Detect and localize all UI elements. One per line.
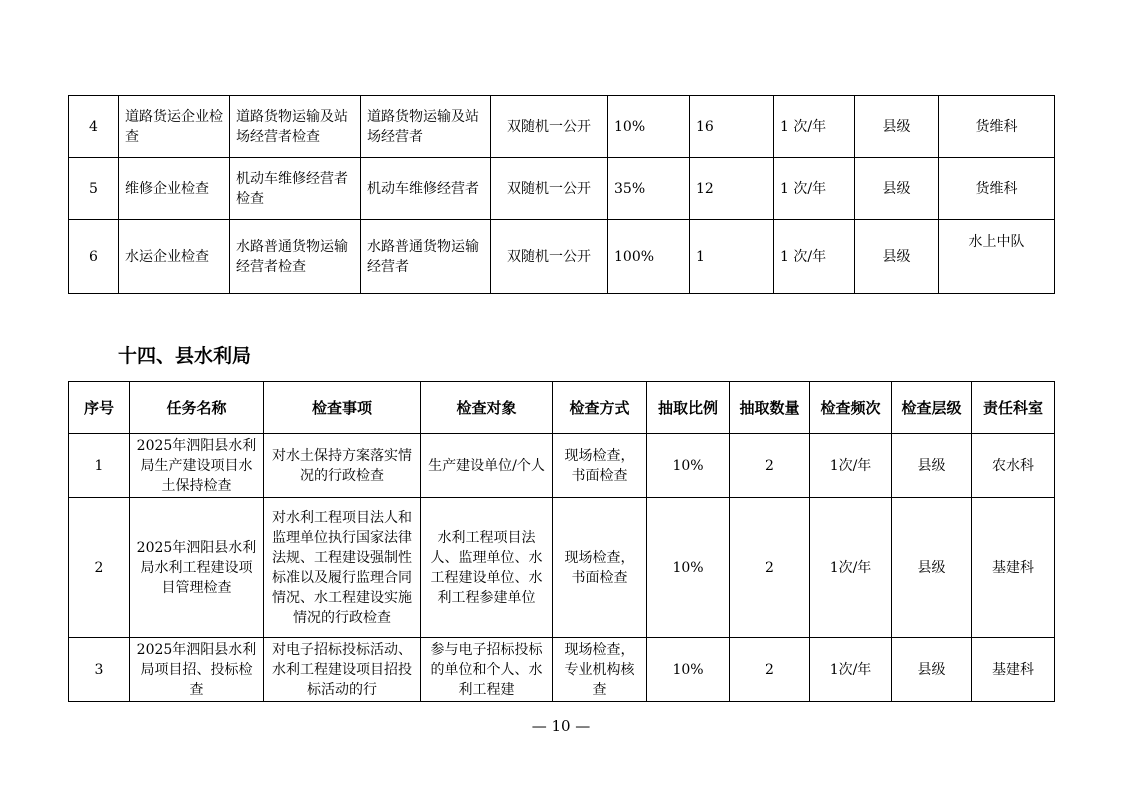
level-cell: 县级 [892,498,972,638]
item-cell: 对水利工程项目法人和监理单位执行国家法律法规、工程建设强制性标准以及履行监理合同情况、水工程建设实施情况的行政检查 [264,498,421,638]
table-row [69,96,1055,158]
dept-cell: 水上中队 [939,220,1055,294]
method-cell: 双随机一公开 [491,220,608,294]
object-cell: 生产建设单位/个人 [421,434,553,498]
object-text: 参与电子招标投标的单位和个人、水利工程建 [430,641,543,698]
object-cell [421,638,553,702]
dept-cell: 基建科 [972,638,1055,702]
section-heading: 十四、县水利局 [118,345,252,367]
ratio-cell: 10% [647,638,730,702]
level-cell: 县级 [892,434,972,498]
header-seq: 序号 [69,382,130,434]
dept-cell: 基建科 [972,498,1055,638]
ratio-cell: 10% [647,498,730,638]
method-cell: 现场检查，书面检查 [553,498,647,638]
header-level: 检查层级 [892,382,972,434]
frequency-cell: 1次/年 [810,498,892,638]
task-cell: 2025年泗阳县水利局生产建设项目水土保持检查 [130,434,264,498]
table-row [69,638,1055,702]
item-cell: 对水土保持方案落实情况的行政检查 [264,434,421,498]
method-cell: 现场检查，专业机构核查 [553,638,647,702]
table-row [69,498,1055,638]
task-text: 2025年泗阳县水利局项目招、投标检查 [136,641,257,698]
ratio-cell: 10% [608,96,690,158]
dept-cell: 货维科 [939,158,1055,220]
level-cell: 县级 [855,220,939,294]
seq-cell: 2 [69,498,130,638]
object-cell: 水路普通货物运输经营者 [361,220,491,294]
method-cell: 现场检查，书面检查 [553,434,647,498]
item-cell: 水路普通货物运输经营者检查 [230,220,361,294]
frequency-cell: 1 次/年 [774,220,855,294]
header-count: 抽取数量 [730,382,810,434]
object-cell: 机动车维修经营者 [361,158,491,220]
object-cell: 水利工程项目法人、监理单位、水工程建设单位、水利工程参建单位 [421,498,553,638]
dept-cell: 农水科 [972,434,1055,498]
count-cell: 2 [730,434,810,498]
seq-cell: 6 [69,220,119,294]
header-task: 任务名称 [130,382,264,434]
header-frequency: 检查频次 [810,382,892,434]
item-cell [264,638,421,702]
header-object: 检查对象 [421,382,553,434]
method-cell: 双随机一公开 [491,158,608,220]
ratio-cell: 100% [608,220,690,294]
seq-cell: 1 [69,434,130,498]
frequency-cell: 1 次/年 [774,158,855,220]
page-number: — 10 — [531,717,591,735]
task-cell: 水运企业检查 [119,220,230,294]
level-cell: 县级 [892,638,972,702]
header-dept: 责任科室 [972,382,1055,434]
frequency-cell: 1 次/年 [774,96,855,158]
table-row [69,220,1055,294]
level-cell: 县级 [855,158,939,220]
object-cell: 道路货物运输及站场经营者 [361,96,491,158]
item-cell: 道路货物运输及站场经营者检查 [230,96,361,158]
count-cell: 1 [690,220,774,294]
count-cell: 12 [690,158,774,220]
table-row [69,158,1055,220]
task-cell: 2025年泗阳县水利局水利工程建设项目管理检查 [130,498,264,638]
table-row [69,434,1055,498]
ratio-cell: 10% [647,434,730,498]
header-row [69,382,1055,434]
transport-inspection-table [68,95,1055,294]
seq-cell: 4 [69,96,119,158]
header-ratio: 抽取比例 [647,382,730,434]
frequency-cell: 1次/年 [810,434,892,498]
method-cell: 双随机一公开 [491,96,608,158]
level-cell: 县级 [855,96,939,158]
task-cell [130,638,264,702]
item-text: 对电子招标投标活动、水利工程建设项目招投标活动的行 [272,641,412,698]
seq-cell: 5 [69,158,119,220]
count-cell: 2 [730,498,810,638]
seq-cell: 3 [69,638,130,702]
item-cell: 机动车维修经营者检查 [230,158,361,220]
count-cell: 16 [690,96,774,158]
dept-cell: 货维科 [939,96,1055,158]
task-cell: 道路货运企业检查 [119,96,230,158]
task-cell: 维修企业检查 [119,158,230,220]
ratio-cell: 35% [608,158,690,220]
frequency-cell: 1次/年 [810,638,892,702]
water-bureau-inspection-table [68,381,1055,702]
header-item: 检查事项 [264,382,421,434]
header-method: 检查方式 [553,382,647,434]
count-cell: 2 [730,638,810,702]
